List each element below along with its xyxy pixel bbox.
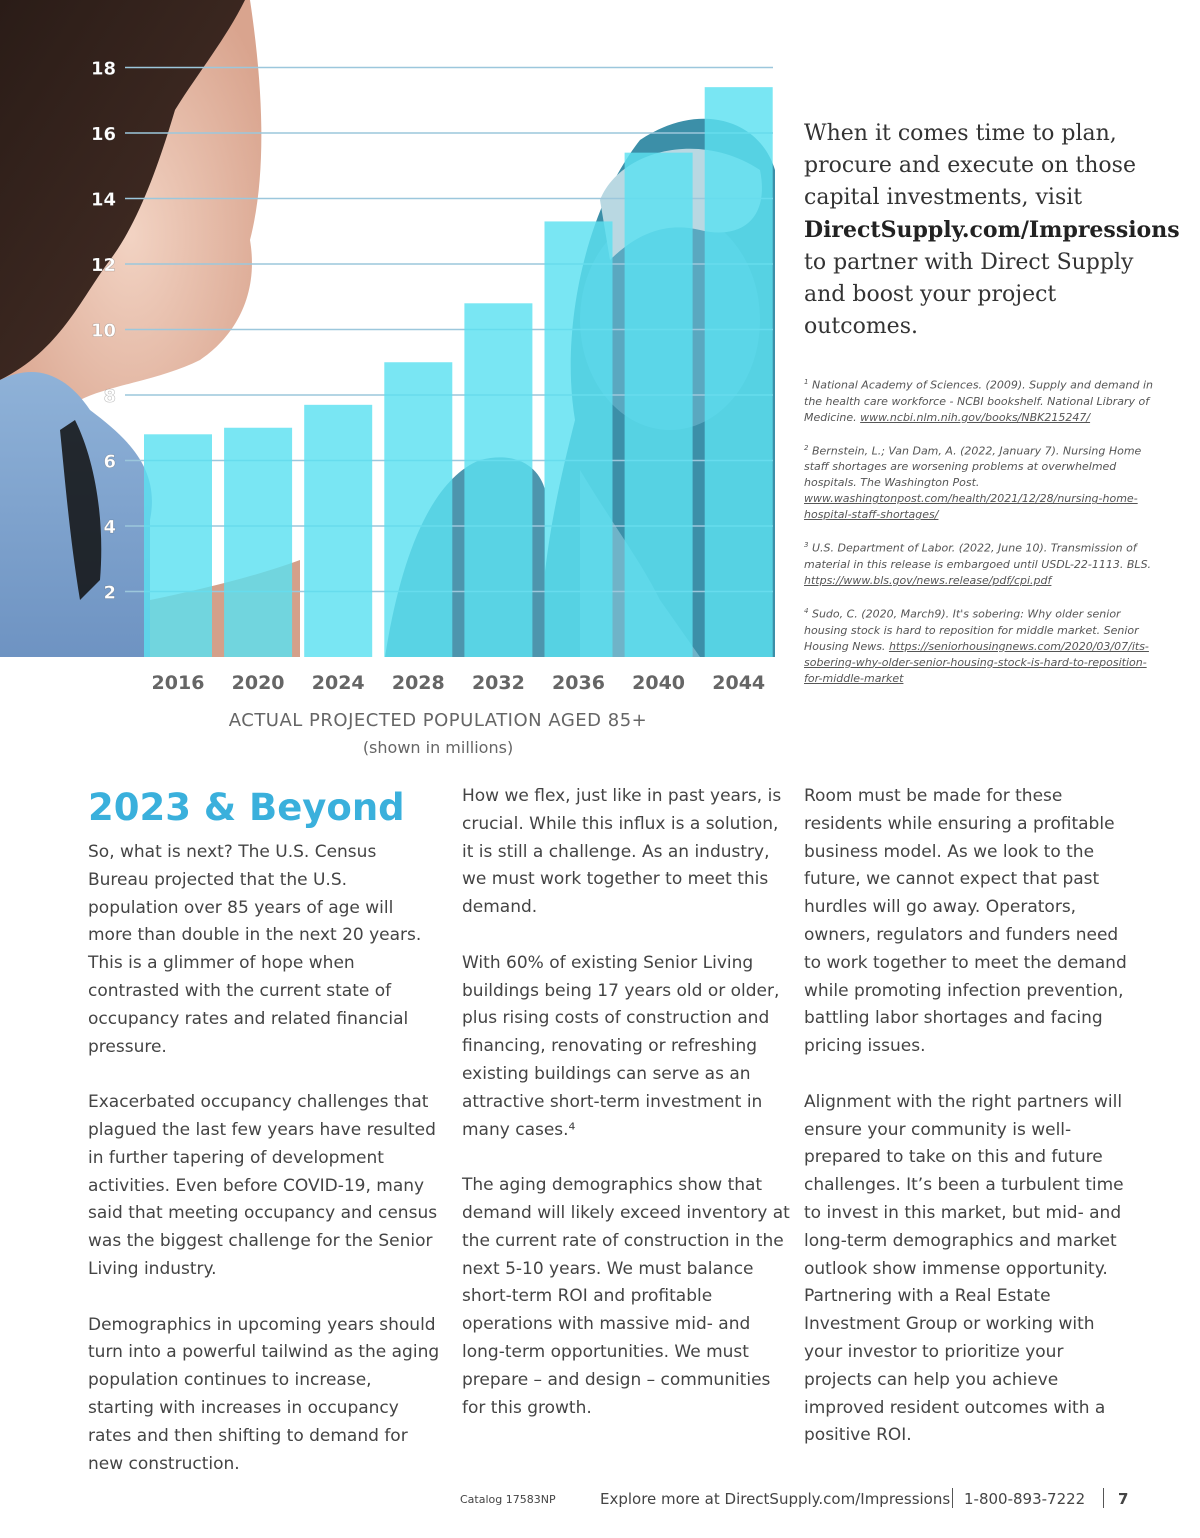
bar-2024 — [304, 405, 372, 657]
x-tick-label: 2024 — [311, 672, 365, 694]
x-tick-label: 2032 — [471, 672, 525, 694]
y-tick-label: 8 — [103, 386, 116, 407]
callout-link[interactable]: DirectSupply.com/Impressions — [804, 217, 1180, 243]
explore-link[interactable]: Explore more at DirectSupply.com/Impressions — [600, 1490, 951, 1508]
y-tick-label: 12 — [90, 255, 116, 276]
footnote: $^2$ Bernstein, L.; Van Dam, A. (2022, January 7). Nursing Home staff shortages are worsening problems at overwhelmed hospitals. The Washington Post. www.washingtonpost.com/health/2021/12/28/nursing-home-hospital-staff-shortages/ — [804, 443, 1142, 522]
x-axis-ticks — [152, 672, 766, 694]
callout-text-1: When it comes time to plan, procure and execute on those capital investments, visit — [804, 121, 1136, 210]
page-number: 7 — [1118, 1490, 1129, 1508]
paragraph: How we flex, just like in past years, is crucial. While this influx is a solution, it is still a challenge. As an industry, we must work together to meet this demand. — [462, 786, 782, 918]
y-tick-label: 16 — [90, 124, 116, 145]
x-tick-label: 2040 — [632, 672, 686, 694]
divider — [952, 1488, 953, 1508]
x-tick-label: 2016 — [151, 672, 205, 694]
article-column-1 — [88, 839, 440, 1506]
population-chart — [0, 0, 790, 770]
bar-2020 — [224, 428, 292, 657]
paragraph: So, what is next? The U.S. Census Bureau projected that the U.S. population over 85 years of age will more than double in the next 20 years. This is a glimmer of hope when contrasted with the current state of occupancy rates and related financial pressure. — [88, 842, 422, 1057]
callout-text-2: to partner with Direct Supply and boost your project outcomes. — [804, 250, 1134, 339]
y-tick-label: 4 — [103, 517, 116, 538]
x-tick-label: 2044 — [712, 672, 766, 694]
footnotes — [804, 374, 1154, 701]
x-tick-label: 2020 — [231, 672, 285, 694]
footnote: $^1$ National Academy of Sciences. (2009). Supply and demand in the health care workforce - NCBI bookshelf. National Library of Medicine. www.ncbi.nlm.nih.gov/books/NBK215247/ — [804, 378, 1153, 424]
footer — [0, 1488, 1200, 1512]
bar-2044 — [705, 87, 773, 657]
paragraph: Room must be made for these residents while ensuring a profitable business model. As we look to the future, we cannot expect that past hurdles will go away. Operators, owners, regulators and funders need to work together to meet the demand while promoting infection prevention, battling labor shortages and facing pricing issues. — [804, 786, 1127, 1057]
catalog-number: Catalog 17583NP — [460, 1493, 556, 1506]
footnote-link[interactable]: https://www.bls.gov/news.release/pdf/cpi.pdf — [804, 573, 1052, 587]
article-column-2 — [462, 783, 792, 1450]
article-heading: 2023 & Beyond — [88, 786, 405, 829]
paragraph: Alignment with the right partners will ensure your community is well-prepared to take on this and future challenges. It’s been a turbulent time to invest in this market, but mid- and long-term demographics and market outlook show immense opportunity. Partnering with a Real Estate Investment Group or working with your investor to prioritize your projects can help you achieve improved resident outcomes with a positive ROI. — [804, 1091, 1124, 1446]
paragraph: With 60% of existing Senior Living buildings being 17 years old or older, plus rising costs of construction and financing, renovating or refreshing existing buildings can serve as an attractive short-term investment in many cases.⁴ — [462, 952, 780, 1140]
paragraph: Demographics in upcoming years should turn into a powerful tailwind as the aging population continues to increase, starting with increases in occupancy rates and then shifting to demand for new construction. — [88, 1314, 440, 1474]
footnote-link[interactable]: www.ncbi.nlm.nih.gov/books/NBK215247/ — [860, 410, 1091, 424]
x-tick-label: 2028 — [391, 672, 445, 694]
y-tick-label: 10 — [90, 320, 116, 342]
footnote-link[interactable]: www.washingtonpost.com/health/2021/12/28/nursing-home-hospital-staff-shortages/ — [804, 492, 1138, 522]
bar-2028 — [384, 362, 452, 657]
bar-2016 — [144, 434, 212, 657]
footnote-link[interactable]: https://seniorhousingnews.com/2020/03/07/its-sobering-why-older-senior-housing-stock-is-hard-to-reposition-for-middle-market — [804, 639, 1149, 685]
chart-canvas — [0, 0, 790, 770]
bar-2032 — [464, 303, 532, 657]
bar-2040 — [625, 153, 693, 657]
footnote: $^3$ U.S. Department of Labor. (2022, June 10). Transmission of material in this release is embargoed until USDL-22-1113. BLS. https://www.bls.gov/news.release/pdf/cpi.pdf — [804, 541, 1152, 587]
article-column-3 — [804, 783, 1134, 1478]
callout — [804, 118, 1180, 343]
paragraph: The aging demographics show that demand will likely exceed inventory at the current rate of construction in the next 5-10 years. We must balance short-term ROI and profitable operations with massive mid- and long-term opportunities. We must prepare – and design – communities for this growth. — [462, 1175, 790, 1418]
phone-number[interactable]: 1-800-893-7222 — [964, 1490, 1086, 1508]
x-tick-label: 2036 — [552, 672, 605, 694]
y-tick-label: 14 — [90, 189, 116, 211]
bar-2036 — [545, 221, 613, 657]
chart-subtitle: (shown in millions) — [362, 738, 514, 757]
y-tick-label: 6 — [103, 451, 116, 473]
y-tick-label: 2 — [103, 582, 116, 604]
footnote: $^4$ Sudo, C. (2020, March9). It's sobering: Why older senior housing stock is hard to reposition for middle market. Senior Housing News. https://seniorhousingnews.com/2020/03/07/its-sobering-why-older-senior-housing-stock-is-hard-to-reposition-for-middle-market — [804, 606, 1149, 685]
divider — [1103, 1488, 1104, 1508]
paragraph: Exacerbated occupancy challenges that plagued the last few years have resulted in further tapering of development activities. Even before COVID-19, many said that meeting occupancy and census was the biggest challenge for the Senior Living industry. — [88, 1092, 438, 1279]
chart-title: ACTUAL PROJECTED POPULATION AGED 85+ — [228, 710, 648, 731]
y-tick-label: 18 — [90, 58, 116, 80]
